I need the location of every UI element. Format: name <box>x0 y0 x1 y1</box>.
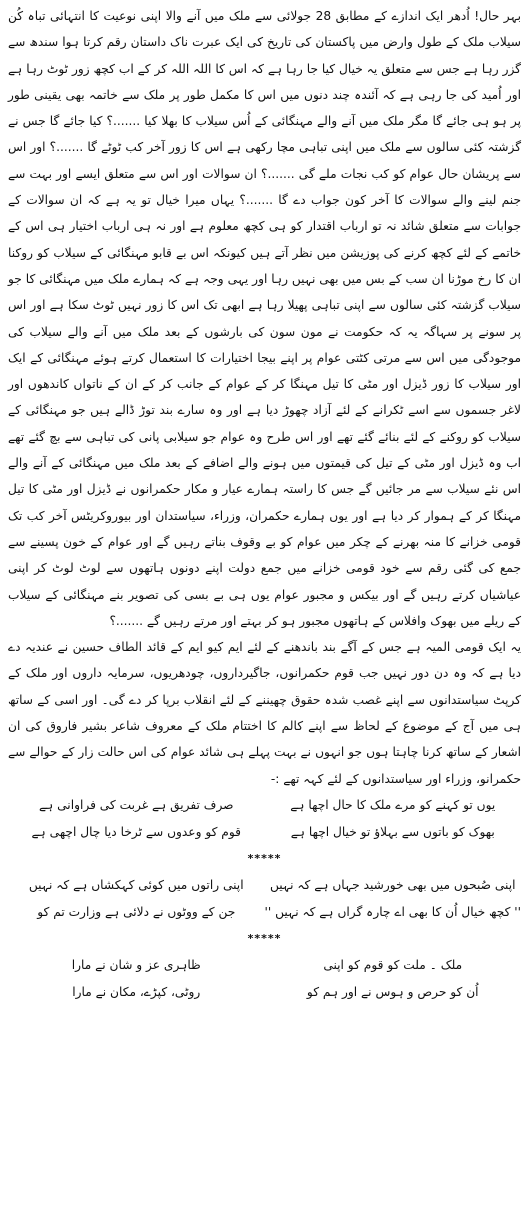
section-separator: ***** <box>247 931 282 945</box>
verse-row <box>8 792 521 819</box>
verse-second-half: صرف تفریق ہے غربت کی فراوانی ہے <box>38 798 234 813</box>
verse-first-half: ملک ۔ ملت کو قوم کو اپنی <box>323 958 463 973</box>
verse-first-half: بھوک کو باتوں سے بہلاؤ تو خیال اچھا ہے <box>290 825 495 840</box>
verse-first-half: یوں تو کہنے کو مرے ملک کا حال اچھا ہے <box>290 798 496 813</box>
verse-second-half: روٹی، کپڑے، مکان نے مارا <box>72 985 201 1000</box>
verse-second-half: اپنی راتوں میں کوئی کہکشاں ہے کہ نہیں <box>28 878 244 893</box>
verse-first-half: اُن کو حرص و ہوس نے اور ہم کو <box>306 985 479 1000</box>
verse-row <box>8 872 521 899</box>
verse-row <box>8 899 521 926</box>
poem-1 <box>8 792 521 846</box>
verse-row <box>8 819 521 846</box>
verse-second-half: جن کے ووٹوں نے دلائی ہے وزارت تم کو <box>37 905 236 920</box>
verse-second-half: ظاہری عز و شان نے مارا <box>71 958 201 973</box>
section-separator: ***** <box>247 851 282 865</box>
verse-row <box>8 979 521 1006</box>
verse-first-half: اپنی صُبحوں میں بھی خورشید جہاں ہے کہ نہیں <box>270 878 516 893</box>
poem-3 <box>8 952 521 1006</box>
paragraph-1: بہر حال! اُدھر ایک اندازے کے مطابق 28 جولائی سے ملک میں آنے والا اپنی نوعیت کا انتہائی تباہ کُن سیلاب ملک کے طول وارض میں پاکستان کی تاریخ کی ایک عبرت ناک داستان رقم کرتا ہوا سندھ سے گزر رہا ہے جس سے متعلق یہ خیال کیا جا رہا ہے کہ اس کا اللہ اللہ کر کے اب کچھ زور ٹوٹ رہا ہے اور اُمید کی جا رہی ہے کہ آئندہ چند دنوں میں اس کا مکمل طور پر ملک سے خاتمہ بھی یقینی طور پر ہو ہی جائے گا مگر ملک میں آنے والے مہنگائی کے اُس سیلاب کا بھلا کیا .......؟ کیا جائے گا جس نے گزشتہ کئی سالوں سے ملک میں اپنی تباہی مچا رکھی ہے اس کا زور آخر کب ٹوٹے گا .......؟ اور اس سے پریشان حال عوام کو کب نجات ملے گی .......؟ ان سوالات اور اس سے متعلق ایسے اور بہت سے جنم لینے والے سوالات کا آخر کون جواب دے گا .......؟ یہاں میرا خیال تو یہ ہے کہ ان سوالات کے جوابات سے متعلق شائد نہ تو ارباب اقتدار کو ہی کچھ معلوم ہے اور نہ ہی ارباب اختیار ہی اس کے خاتمے کے لئے کچھ کرنے کی پوزیشن میں نظر آتے ہیں کیونکہ اس بے قابو مہنگائی کے سیلاب کو روکنا ان کا رخ موڑنا ان سب کے بس میں بھی نہیں رہا اور یہی وجہ ہے کہ ہمارے ملک میں مہنگائی کا جو سیلاب گزشتہ کئی سالوں سے اپنی تباہی پھیلا رہا ہے ابھی تک اس کا زور نہیں ٹوٹ سکا ہے اور اس پر سونے پر سہاگہ یہ کہ حکومت نے مون سون کی بارشوں کے بعد ملک میں آنے والے سیلاب کی موجودگی میں اس سے مرتی کٹتی عوام پر اپنے بیجا اختیارات کا استعمال کرتے ہوئے مہنگائی کے ایک اور سیلاب کا زور ڈیزل اور مٹی کا تیل مہنگا کر کے عوام کے جانب کر کے ان کے ناتواں کاندھوں اور لاغر جسموں سے اسے ٹکرانے کے لئے آزاد چھوڑ دیا ہے اور وہ سارے بند توڑ ڈالے ہیں جو مہنگائی کے سیلاب کو روکنے کے لئے بنائے گئے تھے اور اس طرح وہ عوام جو سیلابی پانی کی تباہی سے بچ گئے تھے اب وہ ڈیزل اور مٹی کے تیل کی قیمتوں میں ہونے والے اضافے کے بعد ملک میں مہنگائی کے آنے والے اس نئے سیلاب سے مر جائیں گے جس کا راستہ ہمارے عیار و مکار حکمرانوں نے ڈیزل اور مٹی کا تیل مہنگا کر کے ہموار کر دیا ہے اور یوں ہمارے حکمران، وزراء، سیاستدان اور بیوروکریٹس آخر کب تک قومی خزانے کا منہ بھرنے کے چکر میں عوام کو بے وقوف بناتے رہیں گے اور عوام کے خون پسینے سے جمع کی گئی رقم سے خود قومی خزانے میں جمع دولت اپنے دونوں ہاتھوں سے لوٹ لوٹ کر اپنی عیاشیاں کرتے رہیں گے اور بیکس و مجبور عوام یوں ہی بے بسی کی تصویر بنے مہنگائی کے سیلاب کے ریلے میں بھوک وافلاس کے ہاتھوں مجبور ہو کر بہتے اور مرتے رہیں گے .......؟ <box>8 9 522 628</box>
verse-second-half: قوم کو وعدوں سے ٹرخا دیا چال اچھی ہے <box>31 825 241 840</box>
verse-first-half: '' کچھ خیال اُن کا بھی اے چارہ گراں ہے کہ نہیں '' <box>264 905 521 920</box>
paragraph-2: یہ ایک قومی المیہ ہے جس کے آگے بند باندھنے کے لئے ایم کیو ایم کے قائد الطاف حسین نے عندیہ دے دیا ہے کہ وہ دن دور نہیں جب قوم حکمرانوں، جاگیرداروں، چودھریوں، سرمایہ داروں اور ملک کے کرپٹ سیاستدانوں سے اپنے غصب شدہ حقوق چھیننے کے لئے انقلاب برپا کر دے گی۔ اور اسی کے ساتھ ہی میں آج کے موضوع کے لحاظ سے اپنے کالم کا اختتام ملک کے معروف شاعر بشیر فاروق کی ان اشعار کے ساتھ کرنا چاہتا ہوں جو انہوں نے بہت پہلے ہی شائد عوام کی اس حالت زار کے حوالے سے حکمرانو، وزراء اور سیاستدانوں کے لئے کہہ تھے :- <box>8 640 521 786</box>
article-body <box>8 0 521 792</box>
poem-2 <box>8 872 521 926</box>
verse-row <box>8 952 521 979</box>
